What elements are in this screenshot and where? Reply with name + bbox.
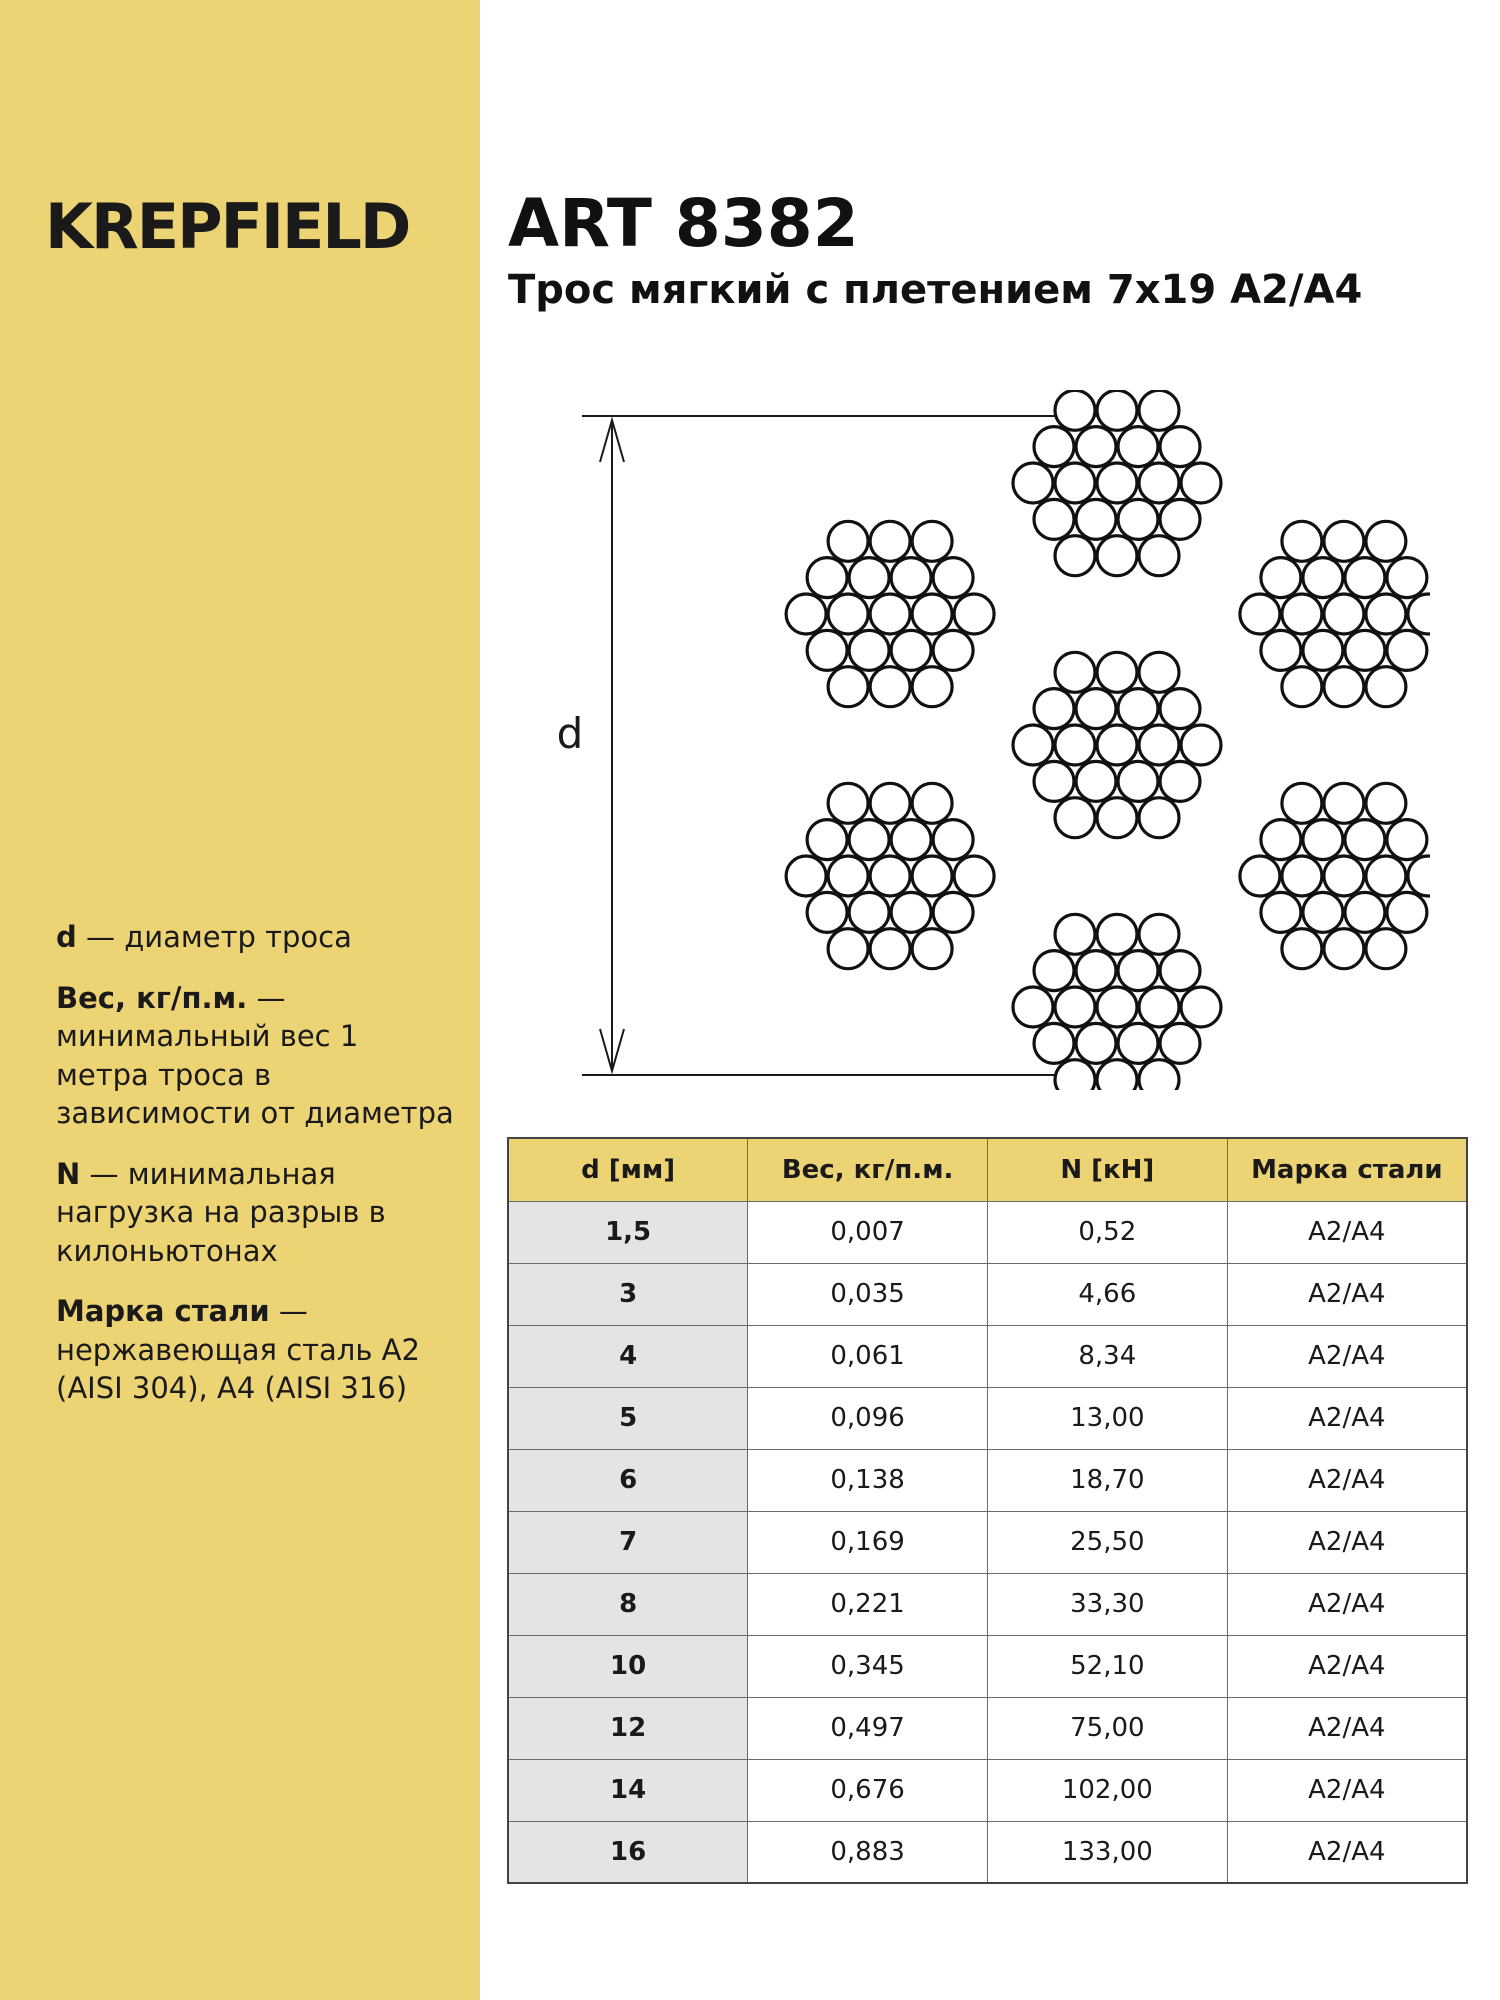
cell-load: 133,00	[987, 1821, 1227, 1883]
wire-circle	[891, 630, 931, 670]
wire-circle	[1303, 558, 1343, 598]
wire-circle	[1160, 427, 1200, 467]
cell-steel-grade: A2/A4	[1227, 1821, 1467, 1883]
brand-logo: KREPFIELD	[45, 190, 410, 263]
wire-circle	[1055, 987, 1095, 1027]
wire-circle	[1055, 1060, 1095, 1090]
wire-circle	[1324, 783, 1364, 823]
cell-steel-grade: A2/A4	[1227, 1325, 1467, 1387]
table-row	[508, 1449, 1467, 1511]
table-row	[508, 1263, 1467, 1325]
wire-circle	[1324, 929, 1364, 969]
wire-circle	[1303, 630, 1343, 670]
header-load: N [кН]	[987, 1138, 1227, 1201]
cell-load: 8,34	[987, 1325, 1227, 1387]
wire-circle	[1366, 521, 1406, 561]
wire-circle	[1345, 630, 1385, 670]
header-diameter: d [мм]	[508, 1138, 748, 1201]
cell-load: 52,10	[987, 1635, 1227, 1697]
wire-circle	[933, 892, 973, 932]
cell-steel-grade: A2/A4	[1227, 1449, 1467, 1511]
legend-item	[56, 918, 456, 957]
wire-circle	[1034, 689, 1074, 729]
wire-circle	[1160, 951, 1200, 991]
cell-diameter: 6	[508, 1449, 748, 1511]
wire-circle	[1055, 463, 1095, 503]
wire-circle	[1139, 987, 1179, 1027]
wire-circle	[1387, 630, 1427, 670]
wire-circle	[1139, 1060, 1179, 1090]
wire-circle	[1097, 914, 1137, 954]
rope-strands	[786, 390, 1430, 1090]
wire-circle	[1097, 536, 1137, 576]
wire-circle	[807, 558, 847, 598]
wire-circle	[870, 929, 910, 969]
rope-cross-section-diagram	[500, 390, 1430, 1090]
wire-circle	[1324, 856, 1364, 896]
header-steel-grade: Марка стали	[1227, 1138, 1467, 1201]
sidebar	[0, 0, 480, 2000]
wire-circle	[1261, 892, 1301, 932]
wire-circle	[1408, 594, 1430, 634]
table-row	[508, 1759, 1467, 1821]
wire-circle	[912, 783, 952, 823]
cell-load: 13,00	[987, 1387, 1227, 1449]
wire-circle	[1324, 594, 1364, 634]
cell-load: 25,50	[987, 1511, 1227, 1573]
table-header-row	[508, 1138, 1467, 1201]
table-row	[508, 1387, 1467, 1449]
wire-circle	[891, 892, 931, 932]
wire-circle	[1303, 820, 1343, 860]
wire-circle	[807, 892, 847, 932]
cell-weight: 0,676	[748, 1759, 988, 1821]
wire-circle	[1055, 652, 1095, 692]
wire-circle	[1261, 820, 1301, 860]
wire-circle	[1345, 892, 1385, 932]
wire-circle	[1118, 761, 1158, 801]
wire-circle	[1076, 427, 1116, 467]
wire-circle	[1282, 521, 1322, 561]
wire-circle	[1366, 856, 1406, 896]
wire-circle	[1034, 761, 1074, 801]
wire-circle	[828, 929, 868, 969]
wire-circle	[828, 667, 868, 707]
wire-circle	[1139, 463, 1179, 503]
wire-circle	[1139, 390, 1179, 430]
wire-circle	[954, 856, 994, 896]
wire-circle	[849, 820, 889, 860]
wire-circle	[1139, 652, 1179, 692]
cell-load: 4,66	[987, 1263, 1227, 1325]
wire-circle	[1181, 725, 1221, 765]
wire-circle	[1181, 987, 1221, 1027]
wire-circle	[1055, 798, 1095, 838]
wire-circle	[870, 521, 910, 561]
cell-diameter: 1,5	[508, 1201, 748, 1263]
wire-circle	[1240, 856, 1280, 896]
article-title: ART 8382	[508, 185, 859, 262]
wire-circle	[1055, 725, 1095, 765]
cell-weight: 0,007	[748, 1201, 988, 1263]
legend-desc: — минимальный вес 1 метра троса в зависимости от диаметра	[56, 980, 454, 1130]
cell-diameter: 5	[508, 1387, 748, 1449]
cell-weight: 0,883	[748, 1821, 988, 1883]
wire-circle	[807, 630, 847, 670]
legend-desc: — минимальная нагрузка на разрыв в килоньютонах	[56, 1156, 386, 1268]
cell-load: 33,30	[987, 1573, 1227, 1635]
cell-load: 102,00	[987, 1759, 1227, 1821]
wire-circle	[1282, 856, 1322, 896]
cell-steel-grade: A2/A4	[1227, 1387, 1467, 1449]
wire-circle	[1160, 499, 1200, 539]
wire-circle	[786, 594, 826, 634]
wire-circle	[870, 667, 910, 707]
table-row	[508, 1511, 1467, 1573]
wire-circle	[912, 856, 952, 896]
wire-circle	[1181, 463, 1221, 503]
wire-circle	[954, 594, 994, 634]
article-subtitle: Трос мягкий с плетением 7х19 A2/A4	[508, 267, 1363, 313]
wire-circle	[1118, 427, 1158, 467]
legend-term: Марка стали	[56, 1294, 270, 1328]
wire-circle	[1097, 463, 1137, 503]
cell-weight: 0,169	[748, 1511, 988, 1573]
wire-circle	[1055, 390, 1095, 430]
wire-circle	[912, 667, 952, 707]
wire-circle	[1118, 499, 1158, 539]
wire-circle	[1261, 558, 1301, 598]
wire-circle	[870, 856, 910, 896]
cell-weight: 0,345	[748, 1635, 988, 1697]
legend-item	[56, 1155, 456, 1271]
spec-table	[507, 1137, 1468, 1884]
cell-steel-grade: A2/A4	[1227, 1635, 1467, 1697]
wire-circle	[1139, 914, 1179, 954]
wire-circle	[1076, 499, 1116, 539]
dimension-label: d	[556, 709, 584, 758]
wire-circle	[1345, 558, 1385, 598]
wire-circle	[1282, 783, 1322, 823]
wire-circle	[870, 783, 910, 823]
legend-term: Вес, кг/п.м.	[56, 980, 248, 1015]
wire-circle	[1076, 689, 1116, 729]
wire-circle	[1139, 798, 1179, 838]
wire-circle	[1366, 594, 1406, 634]
wire-circle	[1097, 725, 1137, 765]
cell-load: 75,00	[987, 1697, 1227, 1759]
legend-term: N	[56, 1156, 81, 1191]
cell-steel-grade: A2/A4	[1227, 1697, 1467, 1759]
wire-circle	[1387, 892, 1427, 932]
wire-circle	[1324, 521, 1364, 561]
wire-circle	[1345, 820, 1385, 860]
legend-desc: — нержавеющая сталь A2 (AISI 304), A4 (AISI 316)	[56, 1294, 420, 1405]
wire-circle	[1366, 929, 1406, 969]
legend	[56, 918, 456, 1430]
cell-diameter: 14	[508, 1759, 748, 1821]
wire-circle	[1282, 594, 1322, 634]
wire-circle	[1139, 536, 1179, 576]
wire-circle	[1076, 951, 1116, 991]
legend-item	[56, 1292, 456, 1408]
wire-circle	[912, 521, 952, 561]
cell-diameter: 4	[508, 1325, 748, 1387]
wire-circle	[1408, 856, 1430, 896]
wire-circle	[807, 820, 847, 860]
wire-circle	[1160, 689, 1200, 729]
wire-circle	[1013, 987, 1053, 1027]
wire-circle	[1013, 463, 1053, 503]
wire-circle	[1097, 798, 1137, 838]
wire-circle	[912, 929, 952, 969]
wire-circle	[786, 856, 826, 896]
table-row	[508, 1821, 1467, 1883]
wire-circle	[1034, 499, 1074, 539]
wire-circle	[1118, 951, 1158, 991]
cell-steel-grade: A2/A4	[1227, 1511, 1467, 1573]
wire-circle	[1366, 667, 1406, 707]
wire-circle	[891, 820, 931, 860]
table-row	[508, 1697, 1467, 1759]
cell-diameter: 16	[508, 1821, 748, 1883]
wire-circle	[1261, 630, 1301, 670]
wire-circle	[1160, 761, 1200, 801]
wire-circle	[1324, 667, 1364, 707]
table-row	[508, 1635, 1467, 1697]
wire-circle	[1055, 536, 1095, 576]
wire-circle	[1097, 987, 1137, 1027]
cell-weight: 0,497	[748, 1697, 988, 1759]
cell-weight: 0,221	[748, 1573, 988, 1635]
table-row	[508, 1201, 1467, 1263]
cell-weight: 0,061	[748, 1325, 988, 1387]
cell-steel-grade: A2/A4	[1227, 1263, 1467, 1325]
cell-steel-grade: A2/A4	[1227, 1759, 1467, 1821]
wire-circle	[1387, 558, 1427, 598]
cell-diameter: 10	[508, 1635, 748, 1697]
wire-circle	[849, 892, 889, 932]
cell-steel-grade: A2/A4	[1227, 1573, 1467, 1635]
wire-circle	[1097, 652, 1137, 692]
table-row	[508, 1573, 1467, 1635]
wire-circle	[1366, 783, 1406, 823]
wire-circle	[1282, 929, 1322, 969]
wire-circle	[1160, 1023, 1200, 1063]
wire-circle	[1076, 761, 1116, 801]
wire-circle	[1055, 914, 1095, 954]
wire-circle	[912, 594, 952, 634]
wire-circle	[933, 558, 973, 598]
wire-circle	[1013, 725, 1053, 765]
cell-load: 0,52	[987, 1201, 1227, 1263]
cell-weight: 0,096	[748, 1387, 988, 1449]
wire-circle	[828, 856, 868, 896]
cell-diameter: 12	[508, 1697, 748, 1759]
wire-circle	[1282, 667, 1322, 707]
wire-circle	[828, 521, 868, 561]
wire-circle	[849, 630, 889, 670]
wire-circle	[1118, 1023, 1158, 1063]
wire-circle	[891, 558, 931, 598]
cell-diameter: 3	[508, 1263, 748, 1325]
cell-steel-grade: A2/A4	[1227, 1201, 1467, 1263]
wire-circle	[1139, 725, 1179, 765]
cell-weight: 0,138	[748, 1449, 988, 1511]
wire-circle	[1303, 892, 1343, 932]
wire-circle	[870, 594, 910, 634]
wire-circle	[933, 820, 973, 860]
wire-circle	[933, 630, 973, 670]
wire-circle	[1034, 427, 1074, 467]
wire-circle	[1387, 820, 1427, 860]
wire-circle	[1118, 689, 1158, 729]
table-row	[508, 1325, 1467, 1387]
legend-term: d	[56, 920, 77, 954]
cell-load: 18,70	[987, 1449, 1227, 1511]
wire-circle	[828, 594, 868, 634]
wire-circle	[1097, 390, 1137, 430]
legend-item	[56, 979, 456, 1133]
legend-desc: — диаметр троса	[76, 920, 352, 954]
wire-circle	[1076, 1023, 1116, 1063]
header-weight: Вес, кг/п.м.	[748, 1138, 988, 1201]
wire-circle	[849, 558, 889, 598]
wire-circle	[1240, 594, 1280, 634]
wire-circle	[828, 783, 868, 823]
wire-circle	[1034, 951, 1074, 991]
wire-circle	[1097, 1060, 1137, 1090]
cell-diameter: 7	[508, 1511, 748, 1573]
cell-diameter: 8	[508, 1573, 748, 1635]
wire-circle	[1034, 1023, 1074, 1063]
cell-weight: 0,035	[748, 1263, 988, 1325]
